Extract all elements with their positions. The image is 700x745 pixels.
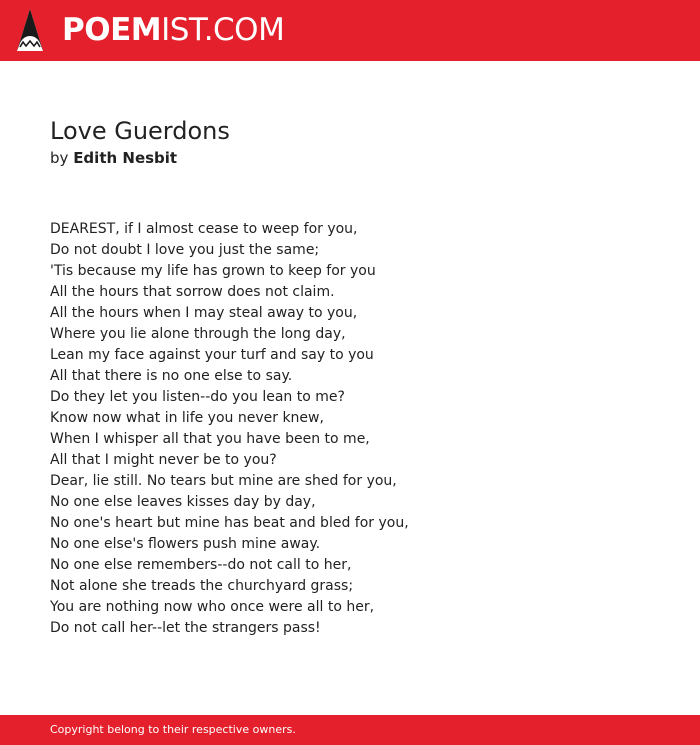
poem-line: No one else remembers--do not call to her, bbox=[50, 557, 352, 573]
site-header bbox=[0, 0, 700, 61]
poem-line: You are nothing now who once were all to her, bbox=[50, 599, 375, 615]
poem-line: All that I might never be to you? bbox=[50, 452, 277, 468]
poem-line: No one else's flowers push mine away. bbox=[50, 536, 321, 552]
logo-bold-text: POEM bbox=[62, 12, 162, 48]
poem-line: DEAREST, if I almost cease to weep for you, bbox=[50, 221, 358, 237]
author-name: Edith Nesbit bbox=[73, 149, 178, 167]
poem-line: No one else leaves kisses day by day, bbox=[50, 494, 316, 510]
poem-line: 'Tis because my life has grown to keep for you bbox=[50, 263, 376, 279]
poem-body bbox=[50, 219, 650, 639]
poem-line: Do not doubt I love you just the same; bbox=[50, 242, 320, 258]
site-logo[interactable] bbox=[62, 12, 284, 48]
pencil-tip-icon[interactable] bbox=[16, 9, 44, 51]
byline bbox=[50, 146, 670, 170]
poem-line: Lean my face against your turf and say to you bbox=[50, 347, 374, 363]
poem-line: Know now what in life you never knew, bbox=[50, 410, 324, 426]
logo-light-text: IST.COM bbox=[161, 12, 285, 48]
by-label: by bbox=[50, 149, 69, 167]
poem-heading bbox=[50, 116, 670, 170]
poem-line: All the hours that sorrow does not claim. bbox=[50, 284, 335, 300]
site-footer bbox=[0, 715, 700, 745]
poem-title: Love Guerdons bbox=[50, 117, 230, 145]
poem-line: Do not call her--let the strangers pass! bbox=[50, 620, 321, 636]
poem-line: Do they let you listen--do you lean to me? bbox=[50, 389, 345, 405]
poem-line: No one's heart but mine has beat and bled for you, bbox=[50, 515, 409, 531]
poem-line: Dear, lie still. No tears but mine are shed for you, bbox=[50, 473, 397, 489]
poem-line: All the hours when I may steal away to you, bbox=[50, 305, 358, 321]
poem-line: Where you lie alone through the long day, bbox=[50, 326, 346, 342]
poem-line: All that there is no one else to say. bbox=[50, 368, 293, 384]
poem-line: When I whisper all that you have been to me, bbox=[50, 431, 370, 447]
poem-line: Not alone she treads the churchyard grass; bbox=[50, 578, 354, 594]
copyright-text: Copyright belong to their respective owners. bbox=[50, 723, 296, 736]
